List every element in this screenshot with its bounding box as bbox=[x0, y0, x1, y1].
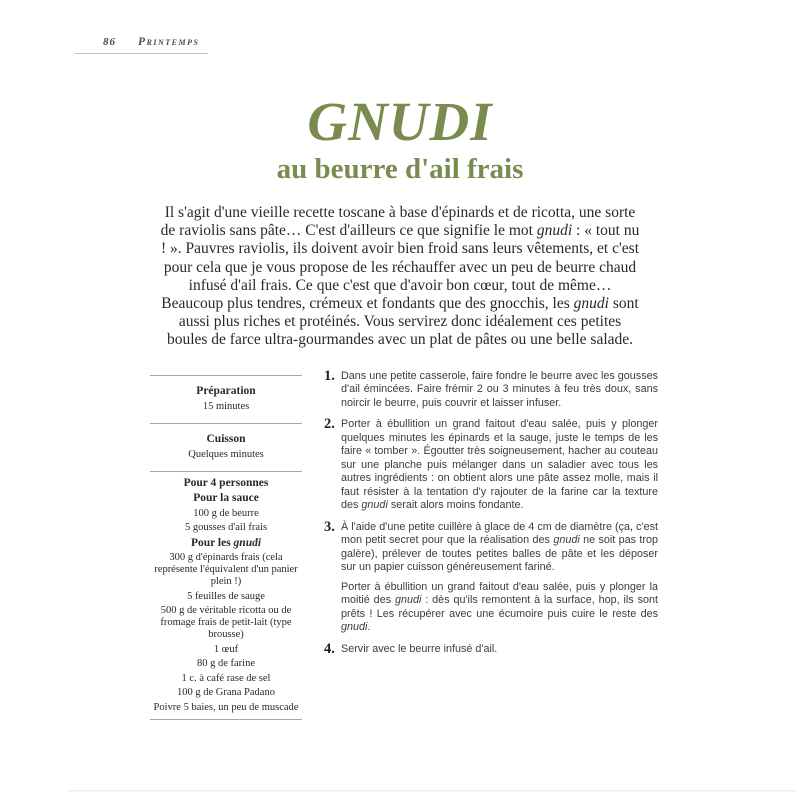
header-rule bbox=[75, 53, 208, 54]
step-paragraph: Porter à ébullition un grand faitout d'eau salée, puis y plonger quelques minutes les épinards et la sauge, juste le temps de les faire « tomber ». Égoutter très soigneusement, hacher au couteau sur une planche puis mélanger dans un saladier avec tous les autres ingrédients : on obtient alors une pâte assez molle, mais il faut résister à la tentation d'y rajouter de la farine car la texture des gnudi serait alors moins fondante. bbox=[341, 418, 658, 512]
ingredient-group-heading: Pour la sauce bbox=[193, 492, 259, 505]
info-timing-label: Cuisson bbox=[206, 433, 246, 446]
panel-divider bbox=[150, 423, 302, 424]
servings-heading: Pour 4 personnes bbox=[183, 476, 269, 489]
step-number: 4. bbox=[324, 640, 335, 657]
recipe-subtitle: au beurre d'ail frais bbox=[276, 153, 524, 185]
info-timing-value: 15 minutes bbox=[202, 400, 250, 412]
info-timing-section bbox=[150, 429, 302, 466]
recipe-columns bbox=[150, 367, 658, 725]
info-timing-section bbox=[150, 381, 302, 418]
step-item bbox=[324, 418, 658, 513]
ingredient-item: 5 feuilles de sauge bbox=[187, 590, 265, 602]
section-label: Printemps bbox=[138, 36, 200, 48]
step-text bbox=[341, 521, 658, 635]
ingredient-item: 5 gousses d'ail frais bbox=[184, 522, 268, 534]
step-text bbox=[341, 418, 658, 513]
panel-divider bbox=[150, 719, 302, 720]
step-paragraph: Dans une petite casserole, faire fondre le beurre avec les gousses d'ail émincées. Faire frémir 2 ou 3 minutes à feu très doux, sans noircir le beurre, puis couvrir et laisser infuser. bbox=[341, 369, 658, 409]
info-timing-value: Quelques minutes bbox=[188, 448, 264, 460]
ingredient-item: 1 c. à café rase de sel bbox=[181, 672, 271, 684]
ingredient-item: 80 g de farine bbox=[196, 658, 256, 670]
page-number: 86 bbox=[103, 36, 116, 48]
step-item bbox=[324, 518, 658, 635]
page-bottom-edge bbox=[68, 790, 796, 792]
step-number: 3. bbox=[324, 518, 335, 535]
intro-paragraph: Beaucoup plus tendres, crémeux et fondants que des gnocchis, les gnudi sont aussi plus riches et protéinés. Vous servirez donc idéalement ces petites boules de farce ultra-gourmandes avec un plat de pâtes ou une belle salade. bbox=[161, 294, 639, 349]
panel-divider bbox=[150, 375, 302, 376]
recipe-title: GNUDI bbox=[307, 91, 493, 152]
step-paragraph: Porter à ébullition un grand faitout d'eau salée, puis y plonger la moitié des gnudi : dès qu'ils remontent à la surface, hop, ils sont prêts ! Les récupérer avec une écumoire puis cuire le reste des gnudi. bbox=[341, 580, 658, 634]
step-text bbox=[341, 643, 658, 657]
steps-list bbox=[324, 367, 658, 665]
step-item bbox=[324, 367, 658, 411]
ingredient-item: 1 œuf bbox=[213, 643, 239, 655]
recipe-intro bbox=[160, 204, 640, 350]
step-text bbox=[341, 370, 658, 411]
step-paragraph: À l'aide d'une petite cuillère à glace de 4 cm de diamètre (ça, c'est mon petit secret pour que la réalisation des gnudi ne soit pas trop galère), prélever de toutes petites balles de pâte et les déposer sur un papier cuisson généreusement fariné. bbox=[341, 520, 658, 574]
ingredient-item: 500 g de véritable ricotta ou de fromage frais de petit-lait (type brousse) bbox=[160, 605, 292, 641]
ingredient-item: 100 g de Grana Padano bbox=[177, 687, 275, 699]
intro-paragraph: Il s'agit d'une vieille recette toscane à base d'épinards et de ricotta, une sorte de raviolis sans pâte… C'est d'ailleurs ce que signifie le mot gnudi : « tout nu ! ». Pauvres raviolis, ils doivent avoir bien froid sans leurs vêtements, et c'est pour cela que je vous propose de les réchauffer avec un peu de beurre chaud infusé d'ail frais. Ce que c'est que d'avoir bon cœur, tout de même… bbox=[160, 203, 640, 294]
step-item bbox=[324, 640, 658, 657]
ingredient-item: Poivre 5 baies, un peu de muscade bbox=[153, 701, 299, 713]
ingredient-item: 100 g de beurre bbox=[193, 507, 259, 519]
panel-divider bbox=[150, 471, 302, 472]
ingredient-item: 300 g d'épinards frais (cela représente l'équivalent d'un panier plein !) bbox=[154, 552, 298, 588]
page-header bbox=[75, 36, 208, 54]
step-number: 1. bbox=[324, 367, 335, 384]
step-number: 2. bbox=[324, 416, 335, 433]
ingredient-group-heading: Pour les gnudi bbox=[190, 536, 262, 549]
step-paragraph: Servir avec le beurre infusé d'ail. bbox=[341, 642, 498, 655]
info-timing-label: Préparation bbox=[196, 385, 256, 398]
info-panel bbox=[150, 370, 302, 725]
